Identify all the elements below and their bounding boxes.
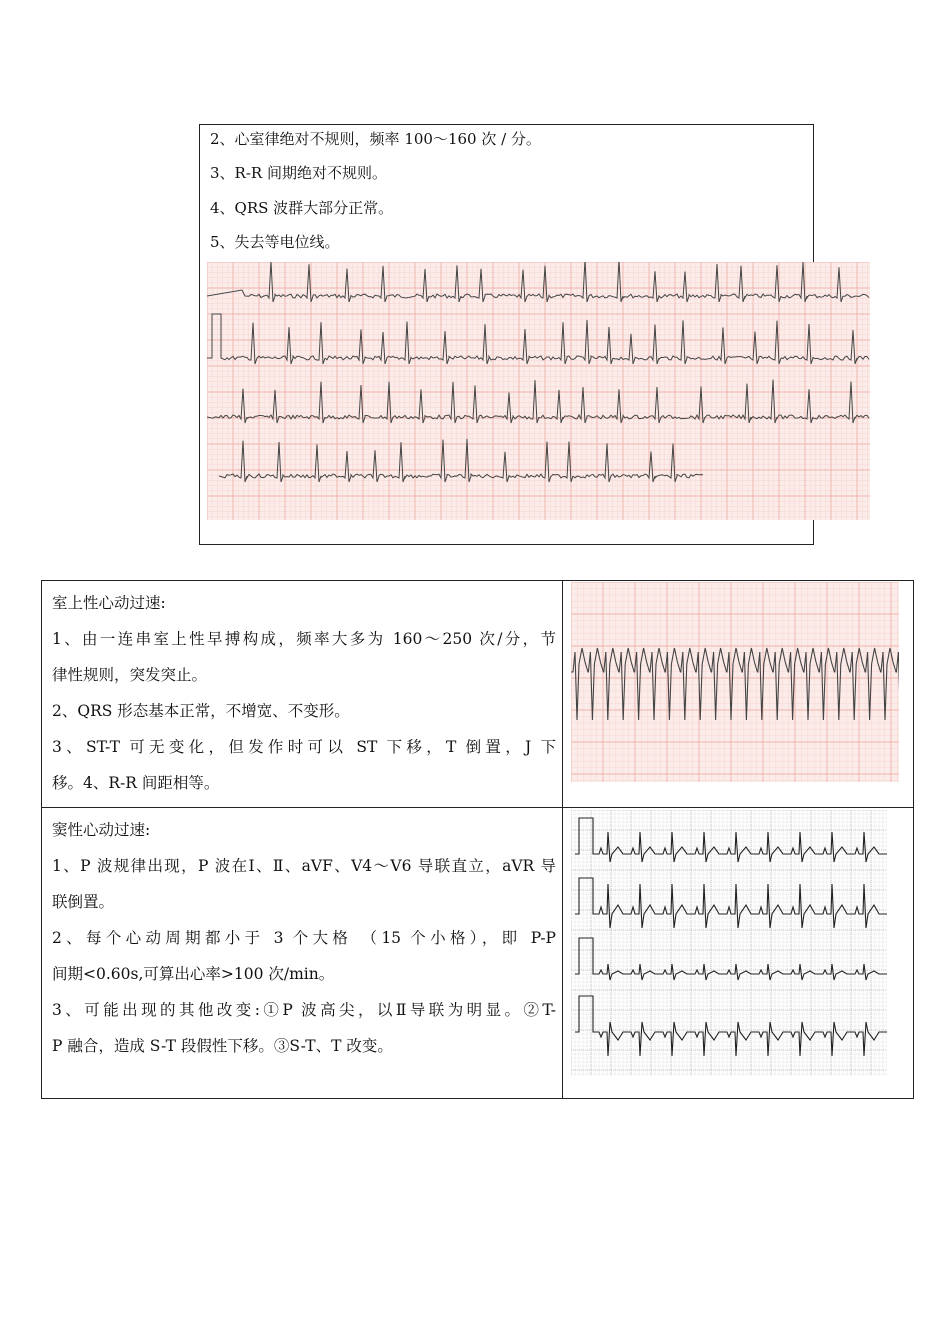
- svt-row: [42, 581, 914, 808]
- sinus-line-2b: 间期<0.60s,可算出心率>100 次/min。: [52, 965, 335, 983]
- svt-line-1b: 律性规则，突发突止。: [52, 666, 208, 684]
- svt-image-cell: [563, 581, 914, 808]
- svt-line-3a: 3、ST-T 可无变化，但发作时可以 ST 下移，T 倒置，J 下: [52, 738, 556, 756]
- ecg-svt-strip: [571, 582, 899, 782]
- sinus-line-2a: 2、每个心动周期都小于 3 个大格 （15 个小格），即 P-P: [52, 929, 556, 947]
- sinus-line-3b: P 融合，造成 S-T 段假性下移。③S-T、T 改变。: [52, 1037, 393, 1055]
- afib-line-2: 2、心室律绝对不规则，频率 100～160 次 / 分。: [210, 130, 541, 148]
- afib-line-3: 3、R-R 间期绝对不规则。: [210, 164, 387, 182]
- sinus-image-cell: [563, 808, 914, 1099]
- tachycardia-table: [41, 580, 914, 1099]
- sinus-line-3a: 3、可能出现的其他改变:①P 波高尖，以Ⅱ导联为明显。②T-: [52, 1001, 556, 1019]
- ecg-sinus-tachy-strip: [571, 810, 887, 1076]
- svt-line-1a: 1、由一连串室上性早搏构成，频率大多为 160～250 次/分，节: [52, 630, 556, 648]
- svt-line-3b: 移。4、R-R 间距相等。: [52, 774, 220, 792]
- sinus-text-cell: [42, 808, 563, 1099]
- svt-title: 室上性心动过速:: [52, 594, 166, 612]
- ecg-afib-strip: [207, 262, 870, 520]
- afib-line-5: 5、失去等电位线。: [210, 233, 340, 251]
- sinus-row: [42, 808, 914, 1099]
- afib-box: [199, 124, 814, 545]
- sinus-title: 窦性心动过速:: [52, 821, 151, 839]
- sinus-line-1a: 1、P 波规律出现，P 波在Ⅰ、Ⅱ、aVF、V4～V6 导联直立，aVR 导: [52, 857, 556, 875]
- afib-line-4: 4、QRS 波群大部分正常。: [210, 199, 394, 217]
- svt-line-2: 2、QRS 形态基本正常，不增宽、不变形。: [52, 702, 350, 720]
- sinus-line-1b: 联倒置。: [52, 893, 115, 911]
- svt-text-cell: [42, 581, 563, 808]
